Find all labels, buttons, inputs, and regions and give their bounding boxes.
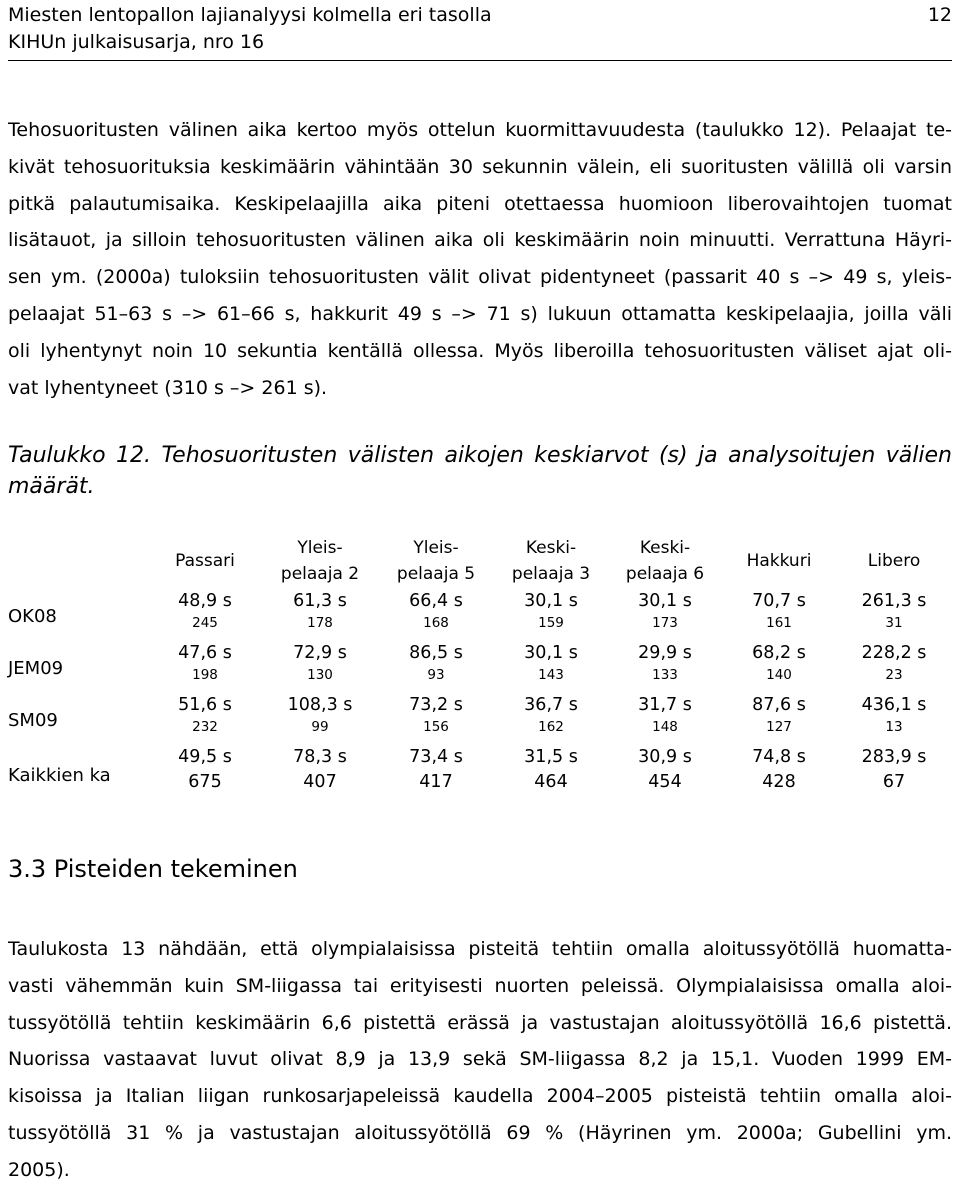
section-heading: 3.3 Pisteiden tekeminen: [8, 855, 298, 883]
text-line: Tehosuoritusten välinen aika kertoo myös ottelun kuormittavuudesta (taulukko 12). Pelaajat te-: [8, 119, 952, 141]
body-paragraph-1: [8, 112, 952, 406]
text-line: Taulukosta 13 nähdään, että olympialaisissa pisteitä tehtiin omalla aloitussyötöllä huomatta-: [8, 938, 952, 960]
table-cell: 70,7 s 161: [752, 591, 806, 631]
table-cell: 436,1 s 13: [861, 695, 927, 735]
text-line: pitkä palautumisaika. Keskipelaajilla aika piteni otettaessa huomioon liberovaihtojen tuomat: [8, 192, 952, 215]
column-header: Keski- pelaaja 3: [511, 538, 591, 584]
text-line: pelaajat 51–63 s –> 61–66 s, hakkurit 49 s –> 71 s) lukuun ottamatta keskipelaajia, joilla väli: [8, 302, 952, 325]
text-line: vat lyhentyneet (310 s –> 261 s).: [8, 376, 328, 399]
page-number: 12: [927, 4, 952, 26]
text-line: sen ym. (2000a) tuloksiin tehosuoritusten välit olivat pidentyneet (passarit 40 s –> 49 s, yleis-: [8, 266, 952, 289]
table-cell: 36,7 s 162: [524, 695, 578, 735]
table-cell: 228,2 s 23: [861, 643, 927, 683]
table-cell: 283,9 s 67: [861, 747, 927, 792]
text-line: kivät tehosuorituksia keskimäärin vähintään 30 sekunnin välein, eli suoritusten välillä oli varsin: [8, 155, 952, 178]
table-row: [8, 642, 952, 694]
text-line: Nuorissa vastaavat luvut olivat 8,9 ja 13,9 sekä SM-liigassa 8,2 ja 15,1. Vuoden 1999 EM-: [8, 1048, 952, 1071]
page-header: [8, 2, 952, 56]
column-header: Yleis- pelaaja 2: [280, 538, 360, 584]
table-cell: 30,1 s 159: [524, 591, 578, 631]
table-cell: 86,5 s 93: [409, 643, 463, 683]
text-line: 2005).: [8, 1158, 70, 1181]
text-line: lisätauot, ja silloin tehosuoritusten välinen aika oli keskimäärin noin minuutti. Verrattuna Häyri-: [8, 229, 952, 252]
column-header: Keski- pelaaja 6: [625, 538, 705, 584]
header-rule: [8, 60, 952, 61]
table-row: [8, 694, 952, 746]
table-cell: 74,8 s 428: [752, 747, 806, 792]
table-cell: 31,7 s 148: [638, 695, 692, 735]
table-cell: 87,6 s 127: [752, 695, 806, 735]
table-cell: 30,1 s 173: [638, 591, 692, 631]
column-header: Yleis- pelaaja 5: [396, 538, 476, 584]
document-title: Miesten lentopallon lajianalyysi kolmella eri tasolla: [8, 4, 492, 26]
table-cell: 73,2 s 156: [409, 695, 463, 735]
series-title: KIHUn julkaisusarja, nro 16: [8, 31, 265, 53]
row-label: JEM09: [8, 657, 64, 679]
column-header: Hakkuri: [746, 551, 812, 571]
corner-cell: [8, 532, 148, 590]
row-label: OK08: [8, 605, 57, 627]
table-cell: 68,2 s 140: [752, 643, 806, 683]
column-header: Libero: [867, 551, 921, 571]
table-cell: 108,3 s 99: [287, 695, 353, 735]
interval-table: [8, 532, 952, 804]
table-cell: 51,6 s 232: [178, 695, 232, 735]
column-header: Passari: [175, 551, 235, 571]
table-cell: 47,6 s 198: [178, 643, 232, 683]
table-cell: 31,5 s 464: [524, 747, 578, 792]
table-cell: 48,9 s 245: [178, 591, 232, 631]
body-paragraph-2: [8, 931, 952, 1189]
row-label: Kaikkien ka: [8, 764, 111, 786]
table-cell: 29,9 s 133: [638, 643, 692, 683]
table-header-row: [8, 532, 952, 590]
caption-line: määrät.: [8, 474, 95, 499]
table-cell: 72,9 s 130: [293, 643, 347, 683]
caption-line: Taulukko 12. Tehosuoritusten välisten aikojen keskiarvot (s) ja analysoitujen välien: [8, 443, 952, 468]
table-row: [8, 590, 952, 642]
table-cell: 49,5 s 675: [178, 747, 232, 792]
row-label: SM09: [8, 709, 58, 731]
table-cell: 61,3 s 178: [293, 591, 347, 631]
table-cell: 261,3 s 31: [861, 591, 927, 631]
table-cell: 30,9 s 454: [638, 747, 692, 792]
table-cell: 66,4 s 168: [409, 591, 463, 631]
text-line: tussyötöllä 31 % ja vastustajan aloitussyötöllä 69 % (Häyrinen ym. 2000a; Gubellini ym.: [8, 1121, 952, 1144]
text-line: kisoissa ja Italian liigan runkosarjapeleissä kaudella 2004–2005 pisteistä tehtiin omalla aloi-: [8, 1085, 952, 1108]
text-line: oli lyhentynyt noin 10 sekuntia kentällä ollessa. Myös liberoilla tehosuoritusten väliset ajat oli-: [8, 339, 952, 362]
table-row-total: [8, 746, 952, 804]
table-caption: [8, 440, 952, 502]
text-line: tussyötöllä tehtiin keskimäärin 6,6 pistettä erässä ja vastustajan aloitussyötöllä 16,6 pistettä.: [8, 1011, 952, 1034]
table-cell: 30,1 s 143: [524, 643, 578, 683]
table-cell: 78,3 s 407: [293, 747, 347, 792]
table-cell: 73,4 s 417: [409, 747, 463, 792]
text-line: vasti vähemmän kuin SM-liigassa tai erityisesti nuorten peleissä. Olympialaisissa omalla aloi-: [8, 974, 952, 997]
